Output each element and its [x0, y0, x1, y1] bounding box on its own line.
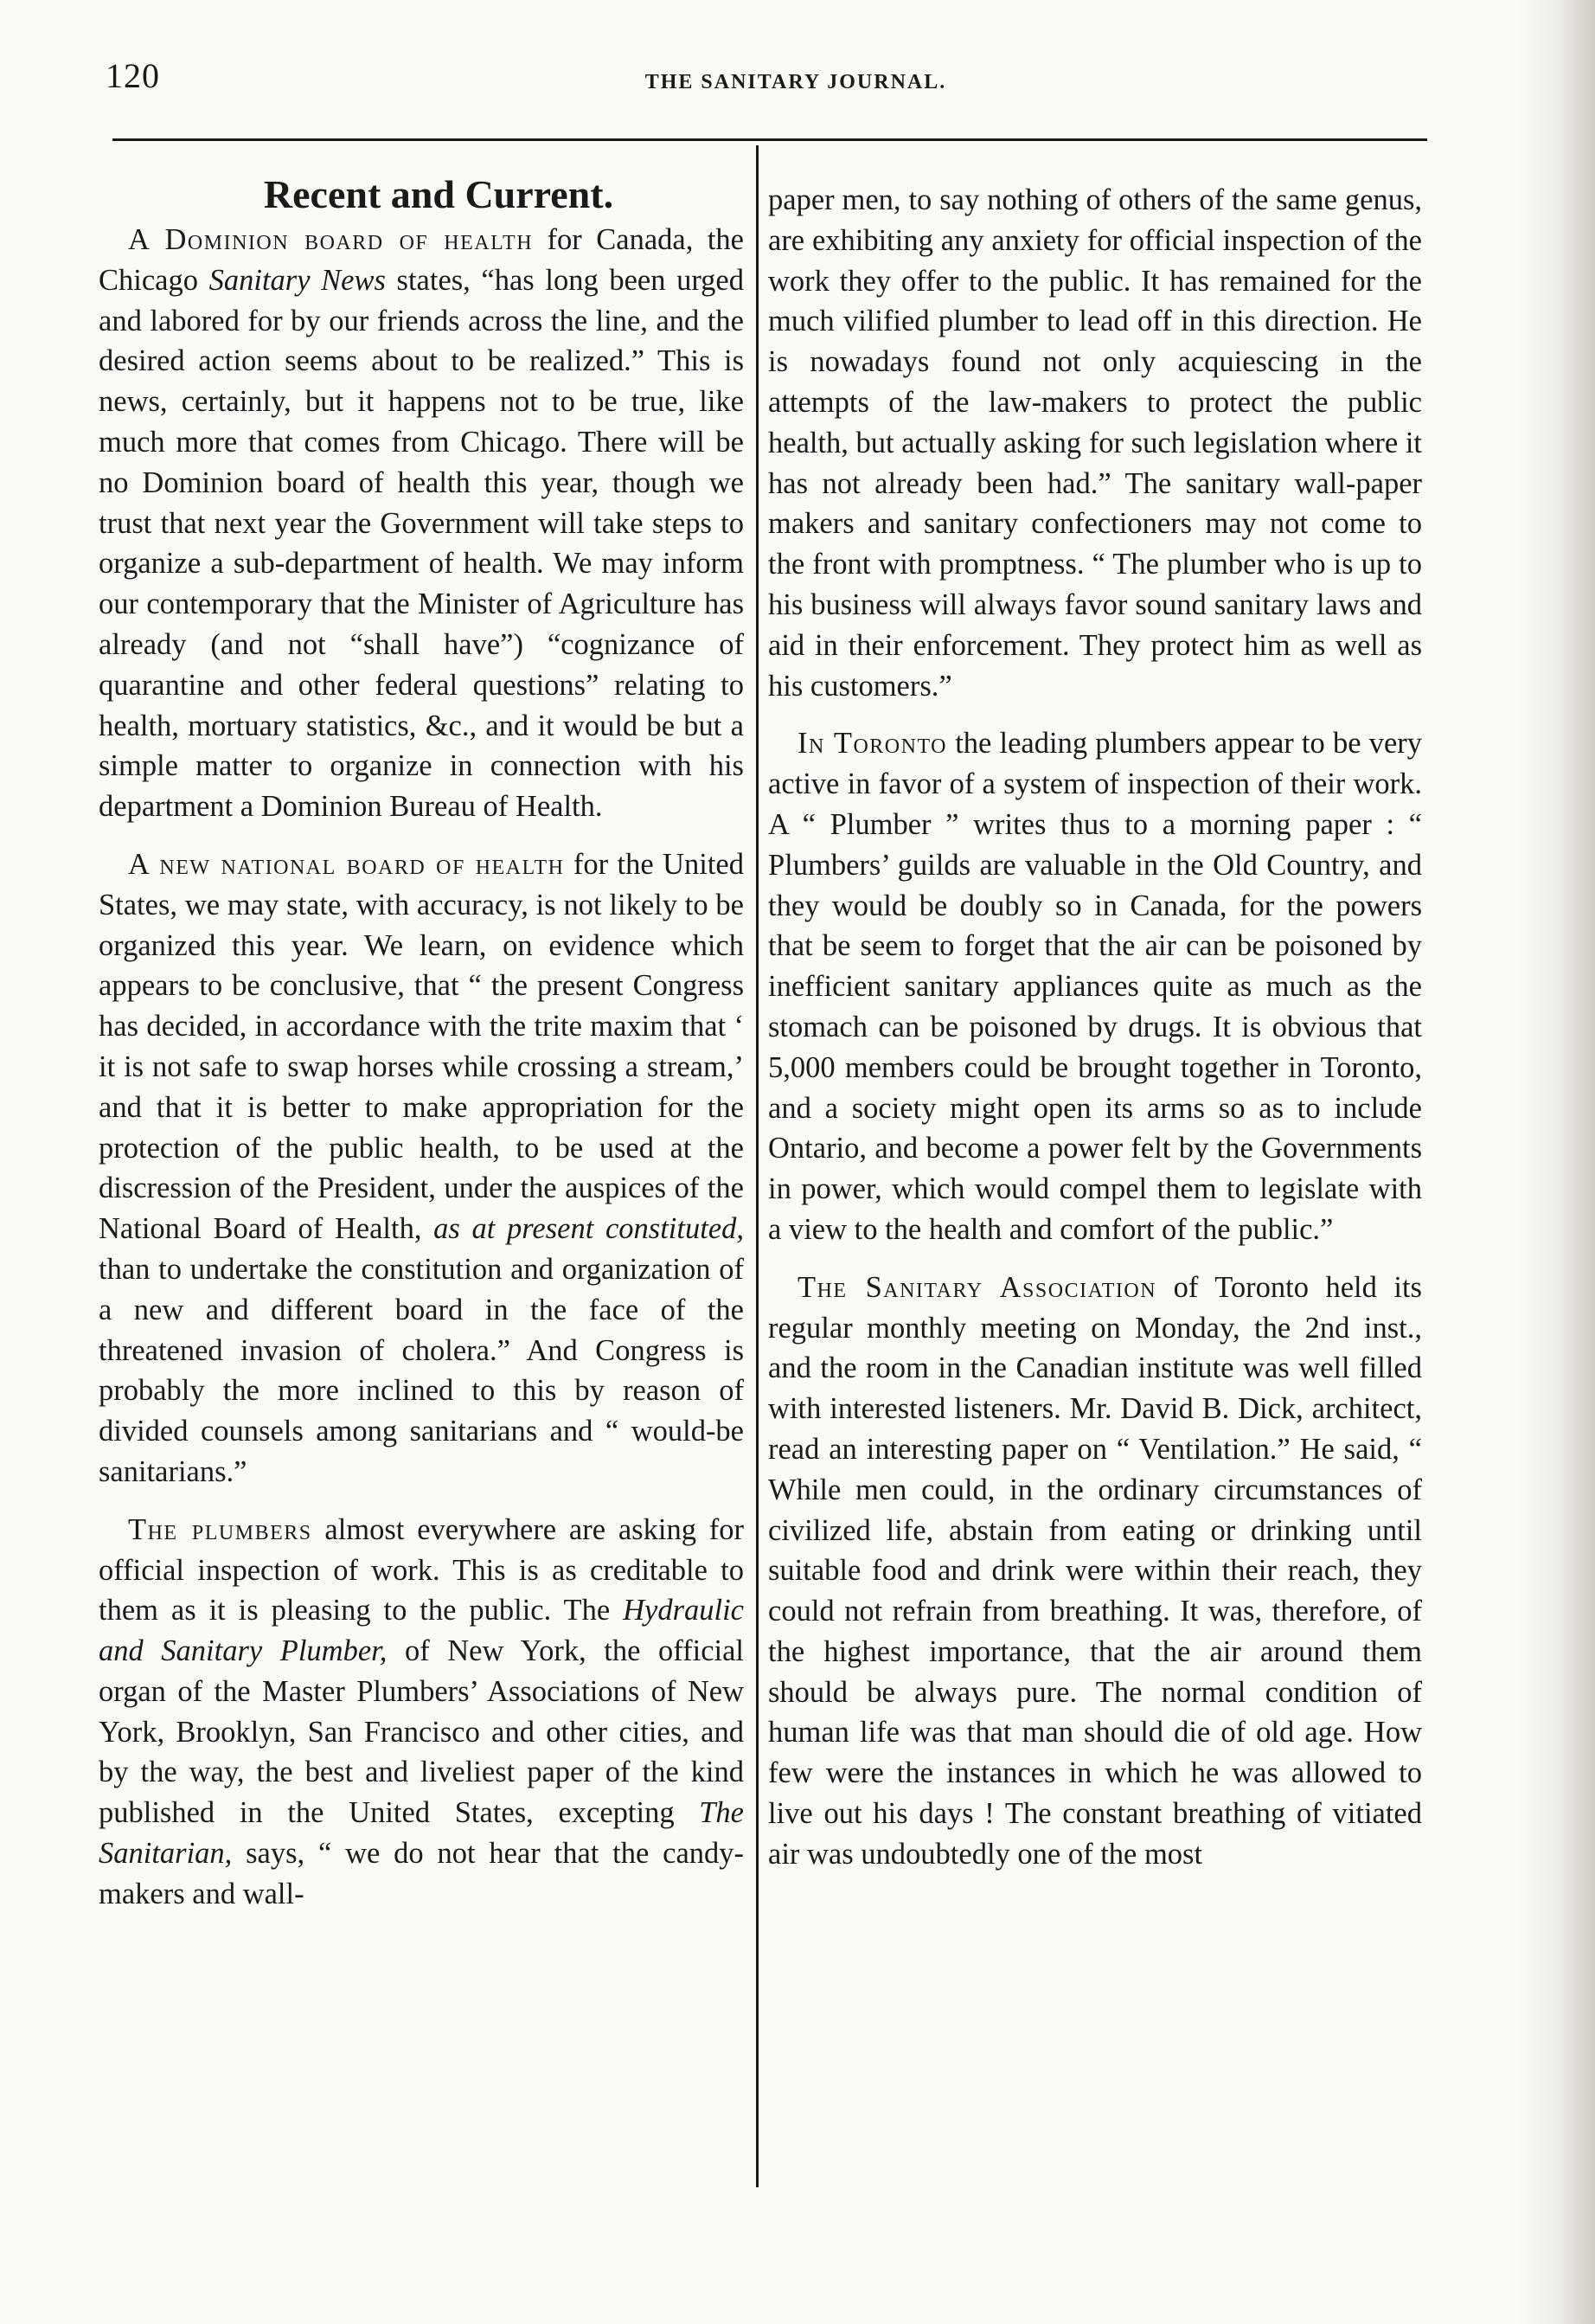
paragraph-lead: A new national board of health — [128, 847, 565, 881]
paragraph-italic: as at present constituted, — [433, 1212, 745, 1246]
paragraph-national-board — [99, 844, 744, 1493]
paragraph-text: of New York, the official organ of the Master Plumbers’ Associations of New York, Brooklyn, San Francisco and other cities, and by the way, the best and liveliest paper of the kind published in the United States, excepting — [99, 1634, 744, 1830]
paragraph-italic: The Sanitarian, — [99, 1796, 744, 1871]
paragraph-lead: The plumbers — [128, 1512, 312, 1546]
header-rule — [112, 138, 1427, 141]
left-column — [99, 170, 744, 1932]
paragraph-toronto — [768, 723, 1422, 1249]
paragraph-sanitary-association — [768, 1268, 1422, 1875]
right-column — [768, 180, 1422, 1892]
paragraph-italic: Hydraulic and Sanitary Plumber, — [99, 1594, 744, 1668]
paragraph-text: almost everywhere are asking for official inspection of work. This is as creditable to them as it is pleasing to the public. The — [99, 1512, 744, 1627]
paragraph-text: for the United States, we may state, with accuracy, is not likely to be organized this year. We learn, on evidence which appears to be conclusive, that “ the present Congress has decided, in accordance with the trite maxim that ‘ it is not safe to swap horses while crossing a stream,’ and that it is better to make appropriation for the protection of the public health, to be used at the discression of the President, under the auspices of the National Board of Health, — [99, 847, 744, 1246]
paragraph-lead: In Toronto — [798, 727, 948, 761]
paragraph-italic: Sanitary News — [208, 263, 386, 297]
paragraph-text: says, “ we do not hear that the candy-makers and wall- — [99, 1837, 744, 1910]
paragraph-text: for Canada, the Chicago — [99, 223, 744, 297]
paragraph-lead: A Dominion board of health — [128, 223, 534, 256]
paragraph-text: of Toronto held its regular monthly meeting on Monday, the 2nd inst., and the room in the Canadian institute was well filled with interested listeners. Mr. David B. Dick, architect, read an interesting paper on “ Ventilation.” He said, “ While men could, in the ordinary circumstances of civilized life, abstain from eating or drinking until suitable food and drink were within their reach, they could not refrain from breathing. It was, therefore, of the highest importance, that the air around them should be always pure. The normal condition of human life was that man should die of old age. How few were the instances in which he was allowed to live out his days ! The constant breathing of vitiated air was undoubtedly one of the most — [768, 1270, 1422, 1871]
running-title: THE SANITARY JOURNAL. — [644, 71, 947, 93]
paragraph-plumbers — [99, 1510, 744, 1915]
page-edge-shadow — [1517, 0, 1595, 2324]
paragraph-text: than to undertake the constitution and organization of a new and different board in the face of the threatened invasion of cholera.” And Congress is probably the more inclined to this by reason of divided counsels among sanitarians and “ would-be sanitarians.” — [99, 1252, 744, 1488]
paragraph-lead: The Sanitary Association — [798, 1270, 1157, 1304]
paragraph-text: the leading plumbers appear to be very active in favor of a system of inspection of their work. A “ Plumber ” writes thus to a morning paper : “ Plumbers’ guilds are valuable in the Old Country, and they would be doubly so in Canada, for the powers that be seem to forget that the air can be poisoned by inefficient sanitary appliances quite as much as the stomach can be poisoned by drugs. It is obvious that 5,000 members could be brought together in Toronto, and a society might open its arms so as to include Ontario, and become a power felt by the Governments in power, which would compel them to legislate with a view to the health and comfort of the public.” — [768, 727, 1422, 1246]
paragraph-dominion-board — [99, 220, 744, 827]
paragraph-text: paper men, to say nothing of others of the same genus, are exhibiting any anxiety for official inspection of the work they offer to the public. It has remained for the much vilified plumber to lead off in this direction. He is nowadays found not only acquiescing in the attempts of the law-makers to protect the public health, but actually asking for such legislation where it has not already been had.” The sanitary wall-paper makers and sanitary confectioners may not come to the front with promptness. “ The plumber who is up to his business will always favor sound sanitary laws and aid in their enforcement. They protect him as well as his customers.” — [768, 183, 1422, 703]
section-title: Recent and Current. — [263, 172, 614, 216]
paragraph-text: states, “has long been urged and labored for by our friends across the line, and the desired action seems about to be realized.” This is news, certainly, but it happens not to be true, like much more that comes from Chicago. There will be no Dominion board of health this year, though we trust that next year the Government will take steps to organize a sub-department of health. We may inform our contemporary that the Minister of Agriculture has already (and not “shall have”) “cognizance of quarantine and other federal questions” relating to health, mortuary statistics, &c., and it would be but a simple matter to organize in connection with his department a Dominion Bureau of Health. — [99, 263, 744, 824]
page-number: 120 — [106, 56, 160, 95]
column-divider — [756, 145, 759, 2187]
paragraph-continued — [768, 180, 1422, 706]
